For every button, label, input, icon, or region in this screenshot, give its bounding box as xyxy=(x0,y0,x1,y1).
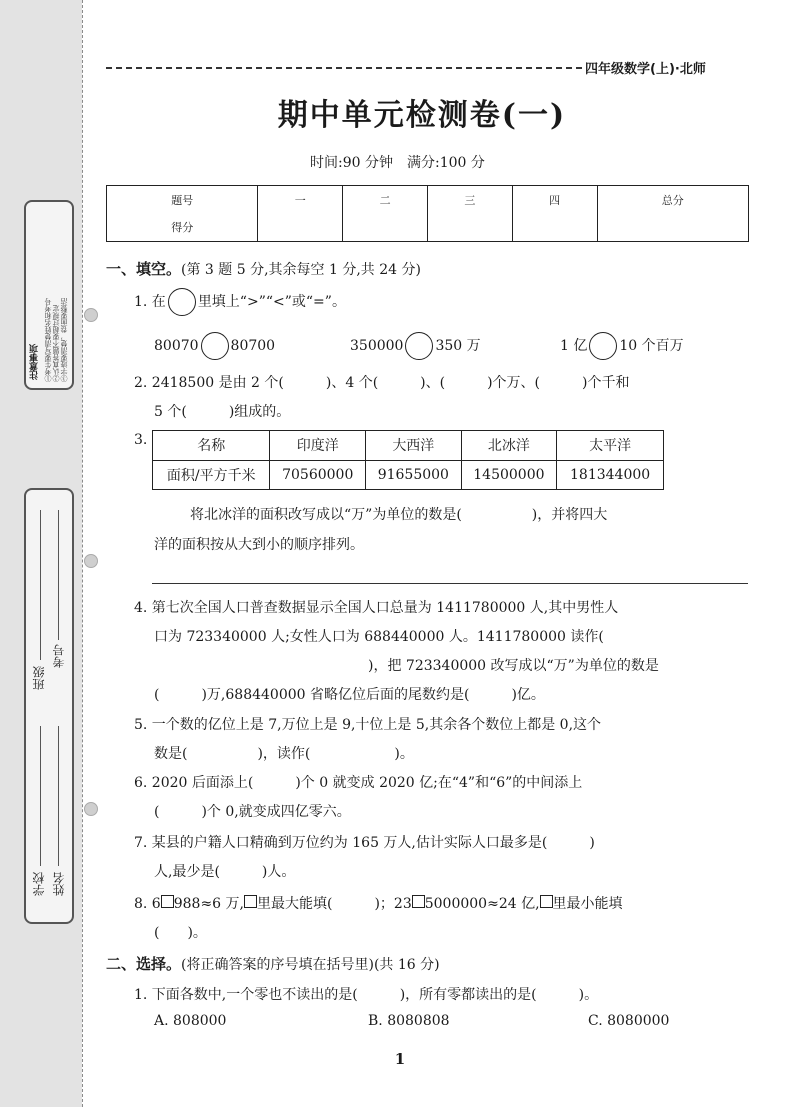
score-header-cell: 一 xyxy=(258,186,343,214)
q8-line: ( )。 xyxy=(154,925,207,941)
option-a[interactable]: A. 808000 xyxy=(154,1013,227,1029)
q1-stem: 1. 在 里填上“>”“<”或“=”。 xyxy=(134,288,346,316)
score-cell[interactable] xyxy=(512,214,597,242)
exam-no-field-line[interactable] xyxy=(58,510,59,640)
header-dashed-rule xyxy=(106,67,582,69)
square-blank[interactable] xyxy=(161,895,174,908)
table-cell: 14500000 xyxy=(461,460,557,490)
school-label: 学校 xyxy=(32,872,46,896)
q5-line: 5. 一个数的亿位上是 7,万位上是 9,十位上是 5,其余各个数位上都是 0,这个 xyxy=(134,717,602,733)
notice-title: 注意事项 xyxy=(30,344,40,380)
q4-line: 口为 723340000 人;女性人口为 688440000 人。1411780000 读作( xyxy=(154,629,604,645)
score-cell[interactable] xyxy=(258,214,343,242)
time-info: 时间:90 分钟 满分:100 分 xyxy=(310,155,485,171)
score-header-cell: 总分 xyxy=(597,186,748,214)
q3-number: 3. xyxy=(134,432,148,448)
binding-hole xyxy=(84,554,98,568)
q7-line: 人,最少是( )人。 xyxy=(154,864,296,880)
q3-line: 将北冰洋的面积改写成以“万”为单位的数是( )，并将四大 xyxy=(190,507,608,523)
section2-heading: 二、选择。 xyxy=(106,955,182,973)
book-tag: 四年级数学(上)·北师 xyxy=(585,62,706,77)
answer-line[interactable] xyxy=(152,583,748,584)
score-header-cell: 二 xyxy=(343,186,428,214)
notice-text: ①考生要写清楚姓名和考号 ②认真答题不要超过规定 ③字迹要清楚，卷面要整洁 xyxy=(44,298,68,382)
table-row-label: 面积/平方千米 xyxy=(153,460,270,490)
table-cell: 70560000 xyxy=(270,460,366,490)
q6-line: 6. 2020 后面添上( )个 0 就变成 2020 亿;在“4”和“6”的中间添上 xyxy=(134,775,583,791)
name-field-line[interactable] xyxy=(58,726,59,866)
class-field-line[interactable] xyxy=(40,510,41,660)
table-header: 名称 xyxy=(153,431,270,461)
score-cell[interactable] xyxy=(343,214,428,242)
ocean-area-table xyxy=(152,430,664,490)
notice-box xyxy=(24,200,74,390)
title-main: 期中单元检测卷 xyxy=(277,98,502,133)
q5-line: 数是( )，读作( )。 xyxy=(154,746,414,762)
table-cell: 181344000 xyxy=(557,460,664,490)
page-number: 1 xyxy=(394,1050,406,1068)
score-header-cell: 题号 xyxy=(107,186,258,214)
binding-hole xyxy=(84,802,98,816)
circle-blank xyxy=(168,288,196,316)
table-header: 北冰洋 xyxy=(461,431,557,461)
section2-header xyxy=(106,953,440,974)
section2-note: (将正确答案的序号填在括号里)(共 16 分) xyxy=(181,957,440,973)
score-header-cell: 四 xyxy=(512,186,597,214)
table-header: 印度洋 xyxy=(270,431,366,461)
score-header-cell: 三 xyxy=(427,186,512,214)
exam-no-label: 考号 xyxy=(52,644,66,668)
q1-item: 80070 80700 xyxy=(154,332,275,360)
section1-header xyxy=(106,258,421,279)
option-c[interactable]: C. 8080000 xyxy=(588,1013,670,1029)
name-label: 姓名 xyxy=(52,872,66,896)
q6-line: ( )个 0,就变成四亿零六。 xyxy=(154,804,351,820)
q4-line: 4. 第七次全国人口普查数据显示全国人口总量为 1411780000 人,其中男性人 xyxy=(134,600,619,616)
compare-circle[interactable] xyxy=(201,332,229,360)
q2-line: 5 个( )组成的。 xyxy=(154,404,291,420)
q8-line: 8. 6 988≈6 万, 里最大能填( )；23 5000000≈24 亿, 里最小能填 xyxy=(134,896,623,912)
square-icon xyxy=(540,895,553,908)
q4-line: ( )万,688440000 省略亿位后面的尾数约是( )亿。 xyxy=(154,687,545,703)
q4-line: )，把 723340000 改写成以“万”为单位的数是 xyxy=(368,658,659,674)
score-table xyxy=(106,185,749,242)
q7-line: 7. 某县的户籍人口精确到万位约为 165 万人,估计实际人口最多是( ) xyxy=(134,835,595,851)
binding-hole xyxy=(84,308,98,322)
score-cell[interactable] xyxy=(427,214,512,242)
q1-item: 1 亿 10 个百万 xyxy=(560,332,684,360)
q3-line: 洋的面积按从大到小的顺序排列。 xyxy=(154,537,364,553)
title-paren: (一) xyxy=(501,98,567,133)
compare-circle[interactable] xyxy=(405,332,433,360)
section1-heading: 一、填空。 xyxy=(106,260,182,278)
table-header: 太平洋 xyxy=(557,431,664,461)
score-cell[interactable] xyxy=(597,214,748,242)
table-cell: 91655000 xyxy=(366,460,462,490)
q2-line: 2. 2418500 是由 2 个( )、4 个( )、( )个万、( )个千和 xyxy=(134,375,630,391)
s2-q1-stem: 1. 下面各数中,一个零也不读出的是( )，所有零都读出的是( )。 xyxy=(134,987,599,1003)
page-title xyxy=(0,90,800,134)
class-label: 班级 xyxy=(32,666,46,690)
q1-item: 350000 350 万 xyxy=(350,332,481,360)
option-b[interactable]: B. 8080808 xyxy=(368,1013,450,1029)
compare-circle[interactable] xyxy=(589,332,617,360)
square-blank[interactable] xyxy=(412,895,425,908)
school-field-line[interactable] xyxy=(40,726,41,866)
student-info-box xyxy=(24,488,74,924)
score-row-label: 得分 xyxy=(107,214,258,242)
section1-note: (第 3 题 5 分,其余每空 1 分,共 24 分) xyxy=(181,262,421,278)
square-icon xyxy=(244,895,257,908)
table-header: 大西洋 xyxy=(366,431,462,461)
